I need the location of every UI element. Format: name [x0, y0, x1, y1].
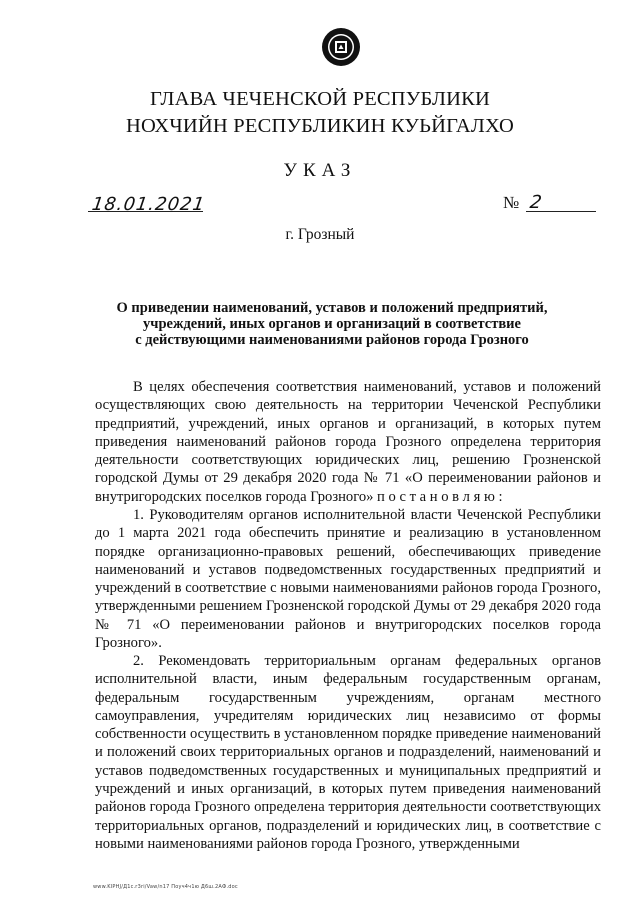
document-title: [95, 300, 569, 348]
paragraph-item-1: 1. Руководителям органов исполнительной власти Чеченской Республики до 1 марта 2021 года обеспечить принятие и реализацию в установленном порядке организационно-правовых решений, обеспечивающих приведение наименований и уставов подведомственных государственных предприятий и учреждений в соответствие с новыми наименованиями районов города Грозного, утвержденными решением Грозненской городской Думы от 29 декабря 2020 года № 71 «О переименовании районов и внутригородских поселков города Грозного».: [95, 507, 601, 652]
number-label: №: [503, 193, 520, 212]
title-line: О приведении наименований, уставов и положений предприятий,: [116, 300, 548, 316]
document-type-heading: УКАЗ: [283, 160, 357, 181]
header-title-line-2: НОХЧИЙН РЕСПУБЛИКИН КУЬЙГАЛХО: [125, 115, 514, 137]
paragraph-item-2: 2. Рекомендовать территориальным органам федеральных органов исполнительной власти, иным федеральным государственным органам, федеральным государственным учреждениям, органам местного самоуправления, учредителям юридических лиц независимо от формы собственности осуществить в установленном порядке приведение наименований и положений своих территориальных органов и подразделений, наименований и уставов подведомственных государственных и муниципальных предприятий и учреждений и иных организаций, в которых путем приведения наименований районов города Грозного определена территория деятельности соответствующих территориальных органов, подразделений и юридических лиц, в соответствие с новыми наименованиями районов города Грозного, утвержденными: [95, 653, 601, 852]
document-number: 2: [528, 192, 543, 213]
footer-file-code: www.KIPHJ/Д1c.r3ri/Vaw/n17 Поуч4ч1ю Д6ш.2АФ.doc: [93, 884, 238, 890]
header-title-line-1: ГЛАВА ЧЕЧЕНСКОЙ РЕСПУБЛИКИ: [150, 88, 490, 110]
title-line: учреждений, иных органов и организаций в соответствие: [143, 316, 521, 332]
number-underline: [526, 211, 596, 212]
date-underline: [88, 211, 203, 212]
document-city: г. Грозный: [285, 226, 355, 243]
preamble-paragraph: В целях обеспечения соответствия наименований, уставов и положений осуществляющих свою деятельность на территории Чеченской Республики предприятий, учреждений, иных органов и организаций, в которых путем приведения наименований районов города Грозного определена территория деятельности соответствующих юридических лиц, решению Грозненской городской Думы от 29 декабря 2020 года № 71 «О переименовании районов и внутригородских поселков города Грозного» п о с т а н о в л я ю :: [95, 379, 601, 505]
document-date: 18.01.2021: [90, 194, 207, 215]
coat-of-arms-seal-icon: [321, 27, 361, 67]
title-line: с действующими наименованиями районов города Грозного: [135, 332, 529, 348]
